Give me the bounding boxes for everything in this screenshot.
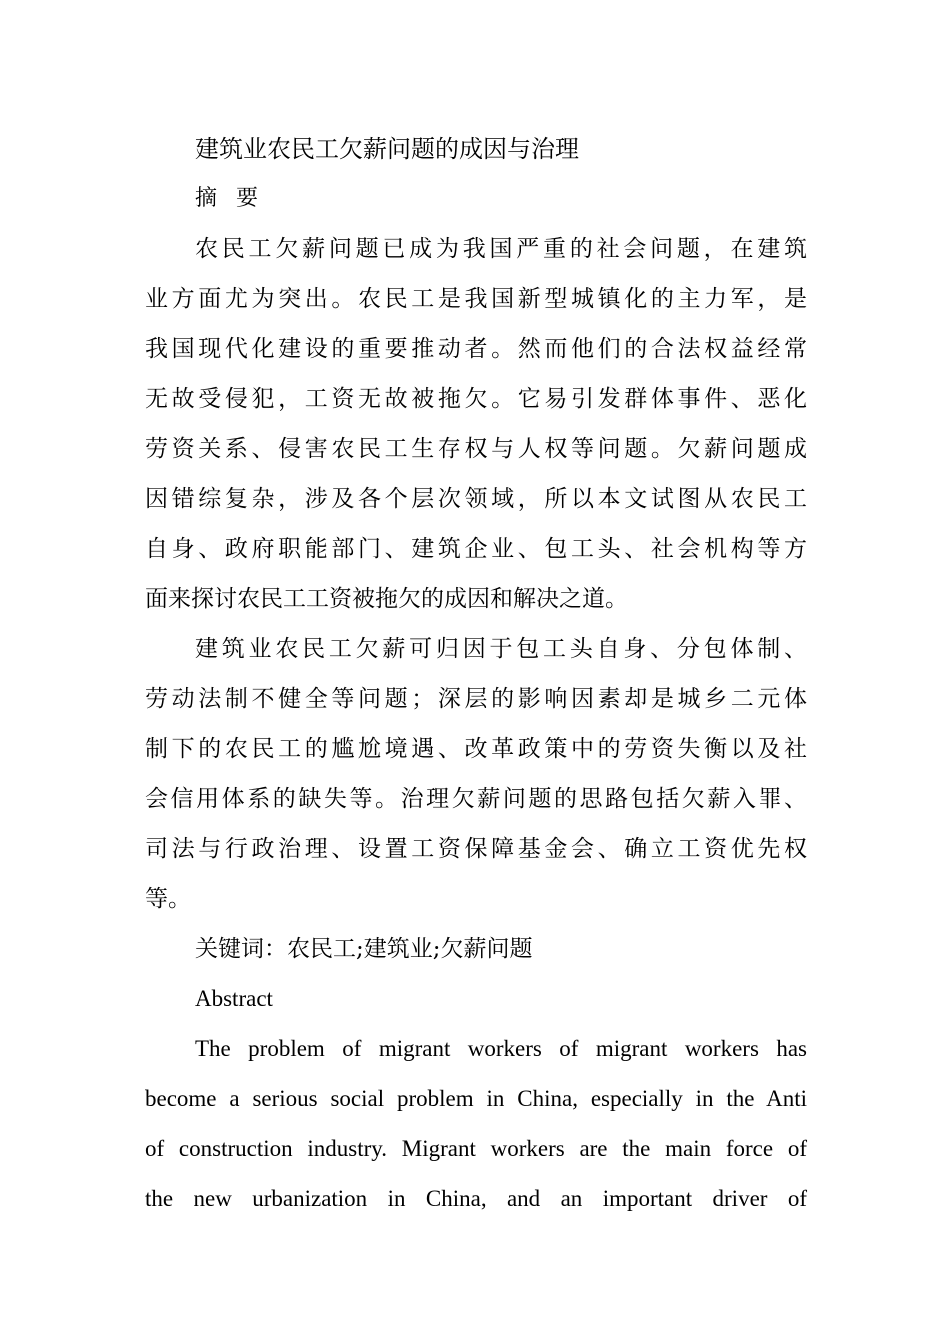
- keywords-line: 关键词：农民工;建筑业;欠薪问题: [195, 936, 533, 962]
- paragraph-line: 建筑业农民工欠薪可归因于包工头自身、分包体制、: [195, 636, 807, 662]
- document-title: 建筑业农民工欠薪问题的成因与治理: [195, 135, 579, 163]
- paragraph-line: the new urbanization in China, and an important driver of: [145, 1186, 807, 1211]
- english-abstract-heading: Abstract: [195, 986, 273, 1011]
- paragraph-line: 农民工欠薪问题已成为我国严重的社会问题，在建筑: [195, 236, 807, 262]
- paragraph-line: 我国现代化建设的重要推动者。然而他们的合法权益经常: [145, 336, 807, 362]
- paragraph-line: 劳动法制不健全等问题；深层的影响因素却是城乡二元体: [145, 686, 807, 712]
- paragraph-line: become a serious social problem in China, especially in the Anti: [145, 1086, 807, 1111]
- paragraph-line: 因错综复杂，涉及各个层次领域，所以本文试图从农民工: [145, 486, 807, 512]
- paragraph-line: 司法与行政治理、设置工资保障基金会、确立工资优先权: [145, 836, 807, 862]
- paragraph-line: 面来探讨农民工工资被拖欠的成因和解决之道。: [145, 586, 628, 612]
- english-abstract-paragraph: [145, 1024, 807, 1224]
- document-body: [145, 124, 807, 1224]
- paragraph-line: 无故受侵犯，工资无故被拖欠。它易引发群体事件、恶化: [145, 386, 807, 412]
- paragraph-line: 等。: [145, 886, 191, 912]
- paragraph-line: 自身、政府职能部门、建筑企业、包工头、社会机构等方: [145, 536, 807, 562]
- paragraph-line: 会信用体系的缺失等。治理欠薪问题的思路包括欠薪入罪、: [145, 786, 807, 812]
- paragraph-line: 劳资关系、侵害农民工生存权与人权等问题。欠薪问题成: [145, 436, 807, 462]
- paragraph-line: 业方面尤为突出。农民工是我国新型城镇化的主力军，是: [145, 286, 807, 312]
- paragraph-line: 制下的农民工的尴尬境遇、改革政策中的劳资失衡以及社: [145, 736, 807, 762]
- paragraph-line: The problem of migrant workers of migrant workers has: [195, 1036, 807, 1061]
- abstract-heading: 摘 要: [195, 186, 264, 211]
- abstract-paragraph-1: [145, 224, 807, 624]
- abstract-paragraph-2: [145, 624, 807, 924]
- paragraph-line: of construction industry. Migrant workers are the main force of: [145, 1136, 807, 1161]
